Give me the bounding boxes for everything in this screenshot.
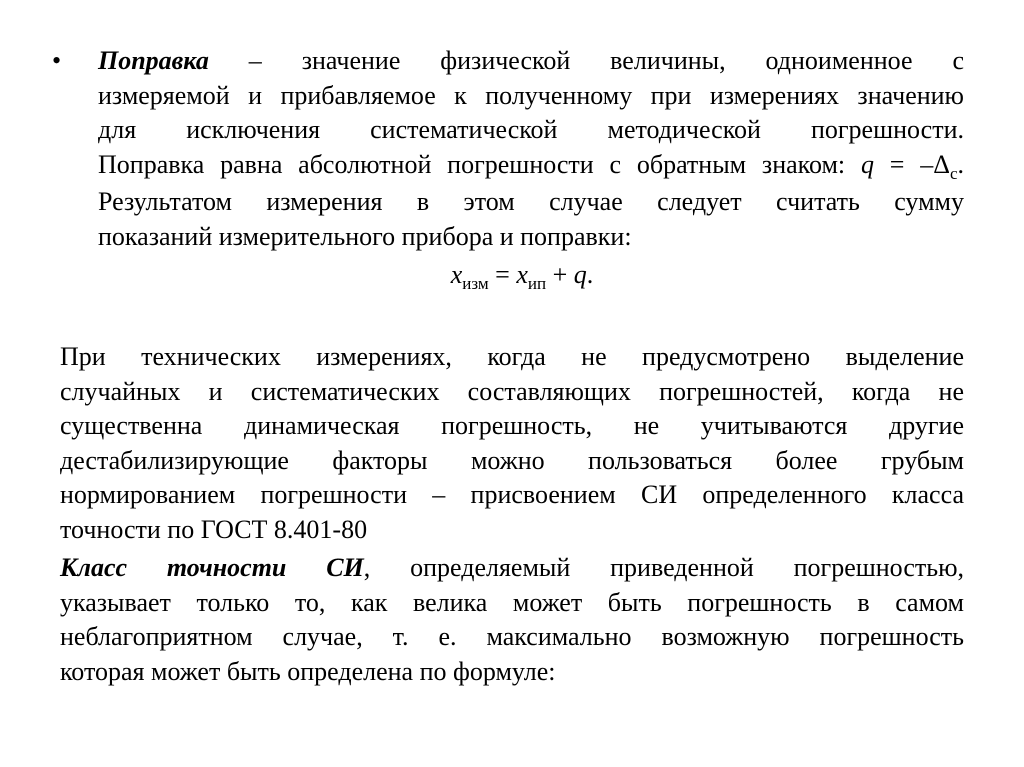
bullet-line-1-rest: – значение физической величины, одноименное с xyxy=(208,46,964,75)
formula-measurement-result xyxy=(0,258,1024,296)
formula-eq: = xyxy=(488,260,517,289)
para1-line-4: дестабилизирующие факторы можно пользоваться более грубым xyxy=(60,445,964,475)
formula-plus: + xyxy=(546,260,574,289)
para2-line-1 xyxy=(60,551,964,586)
bullet-line-6: показаний измерительного прибора и поправки: xyxy=(98,221,632,251)
para1-line-2: случайных и систематических составляющих погрешностей, когда не xyxy=(60,376,964,406)
formula-x2: x xyxy=(516,260,528,289)
paragraph-accuracy-class xyxy=(60,551,964,689)
para1-line-5: нормированием погрешности – присвоением СИ определенного класса xyxy=(60,480,964,509)
var-q: q xyxy=(860,149,874,179)
bullet-line-2: измеряемой и прибавляемое к полученному при измерениях значению xyxy=(98,80,964,110)
subscript-c: c xyxy=(949,163,958,183)
formula-sub-izm: изм xyxy=(462,274,489,293)
para1-line-3: существенна динамическая погрешность, не учитываются другие xyxy=(60,411,964,440)
bullet-text xyxy=(98,44,964,254)
bullet-line-4 xyxy=(98,148,964,186)
term-correction: Поправка xyxy=(98,46,209,75)
para2-line-2: указывает только то, как велика может быть погрешность в самом xyxy=(60,587,964,617)
bullet-line-1 xyxy=(98,44,964,79)
paragraph-technical-measurements xyxy=(60,340,964,547)
bullet-line-4-eq: = –Δ xyxy=(873,149,950,179)
para1-line-6: точности по ГОСТ 8.401-80 xyxy=(60,514,368,544)
formula-q: q xyxy=(573,260,587,289)
para1-line-1: При технических измерениях, когда не предусмотрено выделение xyxy=(60,342,964,371)
para2-line-1-rest: , определяемый приведенной погрешностью, xyxy=(363,553,965,582)
bullet-line-5: Результатом измерения в этом случае следует считать сумму xyxy=(98,187,964,216)
bullet-mark: • xyxy=(52,46,62,75)
para2-line-4: которая может быть определена по формуле: xyxy=(60,656,556,686)
bullet-line-4-end: . xyxy=(957,149,964,179)
formula-x1: x xyxy=(450,260,463,289)
bullet-item-correction xyxy=(52,44,964,254)
term-accuracy-class: Класс точности СИ xyxy=(60,553,364,582)
bullet-line-3: для исключения систематической методической погрешности. xyxy=(98,115,964,144)
formula-sub-ip: ип xyxy=(527,274,547,293)
para2-line-3: неблагоприятном случае, т. е. максимально возможную погрешность xyxy=(60,622,964,651)
formula-end: . xyxy=(586,260,594,289)
bullet-line-4-text: Поправка равна абсолютной погрешности с обратным знаком: xyxy=(98,149,861,179)
